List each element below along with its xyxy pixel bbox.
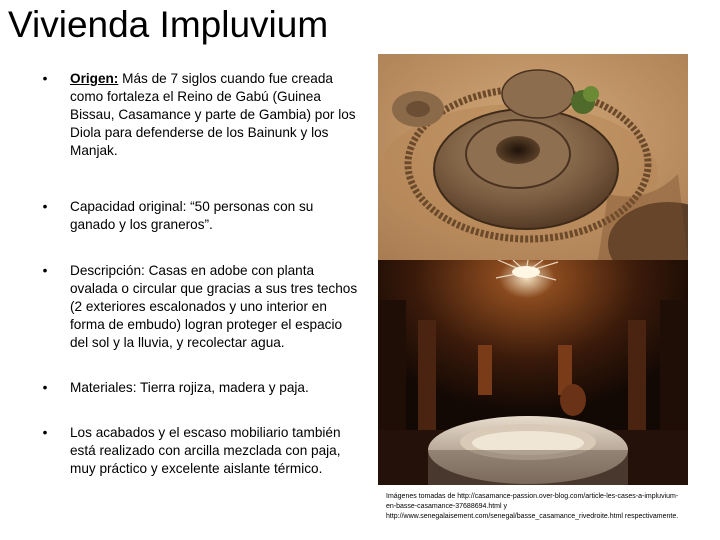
bullet-text: Capacidad original: “50 personas con su ganado y los graneros”. [70,199,314,232]
bullet-materiales [40,379,358,397]
image-credit: Imágenes tomadas de http://casamance-passion.over-blog.com/article-les-cases-a-impluvium-en-basse-casamance-37688694.html y http://www.senegalaisement.com/senegal/basse_casamance_rivedroite.html respectivamente. [386,493,679,520]
aerial-house-photo [378,54,688,260]
bullet-origen [40,70,358,160]
bullet-capacidad [40,198,358,234]
aerial-house-image [378,54,688,260]
bullet-label-origen: Origen: [70,71,119,86]
bullet-marker: • [42,425,48,440]
bullet-text: Los acabados y el escaso mobiliario también está realizado con arcilla mezclada con paja, muy práctico y excelente aislante térmico. [70,425,341,476]
interior-impluvium-photo [378,260,688,485]
bullet-marker: • [42,71,48,86]
bullet-list [40,70,358,478]
bullet-text: Descripción: Casas en adobe con planta ovalada o circular que gracias a sus tres techos (2 exteriores escalonados y uno interior en forma de embudo) logran proteger el espacio del sol y la lluvia, y recolectar agua. [70,263,358,350]
bullet-text: Más de 7 siglos cuando fue creada como fortaleza el Reino de Gabú (Guinea Bissau, Casamance y parte de Gambia) por los Diola para defenderse de los Bainunk y los Manjak. [70,71,356,158]
bullet-marker: • [42,199,48,214]
bullet-text: Materiales: Tierra rojiza, madera y paja. [70,380,309,395]
slide-title: Vivienda Impluvium [8,4,329,45]
bullet-marker: • [42,380,48,395]
interior-impluvium-image [378,260,688,485]
bullet-marker: • [42,263,48,278]
bullet-acabados [40,424,358,478]
bullet-descripcion [40,262,358,352]
